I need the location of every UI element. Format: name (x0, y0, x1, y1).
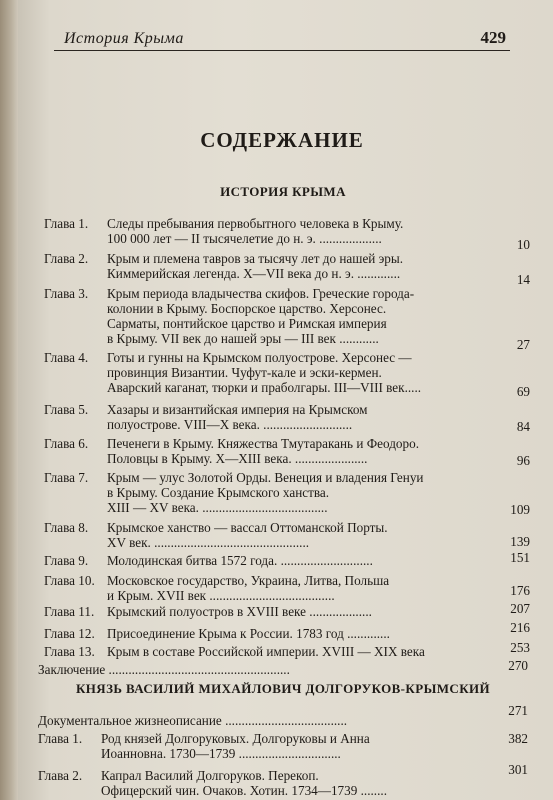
conclusion-title: Заключение ....................................................... (38, 662, 290, 677)
chapter-title (107, 286, 462, 346)
chapter-title-line: Молодинская битва 1572 года. ............................ (107, 553, 373, 568)
chapter-title (107, 350, 462, 395)
chapter-title-line: Крымский полуостров в XVIII веке ................... (107, 604, 372, 619)
chapter-title (107, 470, 462, 515)
chapter-title (107, 520, 462, 550)
chapter-title (107, 251, 462, 281)
chapter-title-line: Готы и гунны на Крымском полуострове. Херсонес — (107, 350, 412, 365)
toc-conclusion (38, 658, 528, 677)
chapter-title (107, 644, 497, 659)
chapter-page: 207 (510, 601, 530, 616)
chapter-title-line: Капрал Василий Долгоруков. Перекоп. (101, 768, 319, 783)
chapter-title-line: Присоединение Крыма к России. 1783 год ............. (107, 626, 390, 641)
chapter-label: Глава 10. (44, 573, 95, 588)
chapter-title-line: XV век. ............................................... (107, 535, 310, 550)
chapter-title (107, 573, 462, 603)
chapter-title-line: 100 000 лет — II тысячелетие до н. э. ................... (107, 231, 382, 246)
chapter-title-line: колонии в Крыму. Боспорское царство. Херсонес. (107, 301, 387, 316)
chapter-title-line: в Крыму. VII век до нашей эры — III век ............ (107, 331, 379, 346)
chapter-title-line: XIII — XV века. ...................................... (107, 500, 328, 515)
page-number: 429 (480, 28, 506, 47)
chapter-label: Глава 9. (44, 553, 89, 568)
chapter-title-line: Хазары и византийская империя на Крымском (107, 402, 368, 417)
chapter-title (107, 216, 462, 246)
chapter-page: 139 (510, 534, 530, 549)
chapter-title-line: Крым и племена тавров за тысячу лет до нашей эры. (107, 251, 404, 266)
chapter-title (107, 604, 462, 619)
chapter-page: 151 (510, 550, 530, 565)
chapter-page: 27 (516, 337, 530, 352)
chapter-title (101, 731, 456, 761)
chapter-page: 382 (508, 731, 528, 746)
chapter-page: 69 (516, 384, 530, 399)
chapter-title-line: Офицерский чин. Очаков. Хотин. 1734—1739 ........ (101, 783, 387, 798)
conclusion-page: 270 (508, 658, 528, 673)
chapter-title (107, 626, 462, 641)
chapter-label: Глава 3. (44, 286, 89, 301)
chapter-title-line: Крымское ханство — вассал Оттоманской Порты. (107, 520, 388, 535)
chapter-label: Глава 7. (44, 470, 89, 485)
toc-title: СОДЕРЖАНИЕ (200, 128, 364, 152)
book-page (18, 0, 553, 800)
toc-intro (38, 703, 528, 728)
chapter-title-line: Иоанновна. 1730—1739 ............................... (101, 746, 341, 761)
chapter-title-line: Крым — улус Золотой Орды. Венеция и владения Генуи (107, 470, 424, 485)
chapter-title (107, 436, 462, 466)
chapter-label: Глава 2. (44, 251, 89, 266)
chapter-page: 96 (516, 453, 530, 468)
chapter-title (101, 768, 456, 798)
running-header (54, 28, 510, 51)
chapter-page: 176 (510, 583, 530, 598)
chapter-title-line: и Крым. XVII век ...................................... (107, 588, 335, 603)
chapter-title-line: Род князей Долгоруковых. Долгоруковы и Анна (101, 731, 370, 746)
chapter-title-line: Половцы в Крыму. X—XIII века. ...................... (107, 451, 368, 466)
chapter-title-line: Крым периода владычества скифов. Греческие города- (107, 286, 415, 301)
chapter-label: Глава 6. (44, 436, 89, 451)
chapter-page: 301 (508, 762, 528, 777)
chapter-page: 14 (516, 272, 530, 287)
chapter-page: 216 (510, 620, 530, 635)
intro-page: 271 (508, 703, 528, 718)
chapter-label: Глава 13. (44, 644, 95, 659)
section-heading-dolgorukov: КНЯЗЬ ВАСИЛИЙ МИХАЙЛОВИЧ ДОЛГОРУКОВ-КРЫМСКИЙ (75, 681, 491, 696)
chapter-title-line: Печенеги в Крыму. Княжества Тмутаракань и Феодоро. (107, 436, 419, 451)
chapter-label: Глава 12. (44, 626, 95, 641)
chapter-title-line: Следы пребывания первобытного человека в Крыму. (107, 216, 404, 231)
book-binding (0, 0, 18, 800)
chapter-title-line: Московское государство, Украина, Литва, Польша (107, 573, 390, 588)
chapter-page: 10 (516, 237, 530, 252)
chapter-label: Глава 11. (44, 604, 95, 619)
chapter-label: Глава 1. (38, 731, 83, 746)
chapter-title-line: в Крыму. Создание Крымского ханства. (107, 485, 330, 500)
section-heading-history: ИСТОРИЯ КРЫМА (220, 184, 346, 199)
chapter-title-line: Аварский каганат, тюрки и праболгары. III—VIII век..... (107, 380, 422, 395)
chapter-label: Глава 1. (44, 216, 89, 231)
running-title: История Крыма (64, 30, 184, 47)
chapter-page: 109 (510, 502, 530, 517)
chapter-title-line: Сарматы, понтийское царство и Римская империя (107, 316, 387, 331)
chapter-label: Глава 5. (44, 402, 89, 417)
chapter-title (107, 402, 462, 432)
chapter-title-line: провинция Византии. Чуфут-кале и эски-кермен. (107, 365, 382, 380)
intro-title: Документальное жизнеописание ..................................... (38, 713, 348, 728)
chapter-page: 253 (510, 640, 530, 655)
chapter-title-line: Киммерийская легенда. X—VII века до н. э. ............. (107, 266, 401, 281)
chapter-label: Глава 2. (38, 768, 83, 783)
chapter-page: 84 (516, 419, 530, 434)
chapter-title (107, 553, 462, 568)
chapter-label: Глава 8. (44, 520, 89, 535)
chapter-title-line: Крым в составе Российской империи. XVIII — XIX века (107, 644, 425, 659)
chapter-label: Глава 4. (44, 350, 89, 365)
chapter-title-line: полуострове. VIII—X века. ........................... (107, 417, 353, 432)
